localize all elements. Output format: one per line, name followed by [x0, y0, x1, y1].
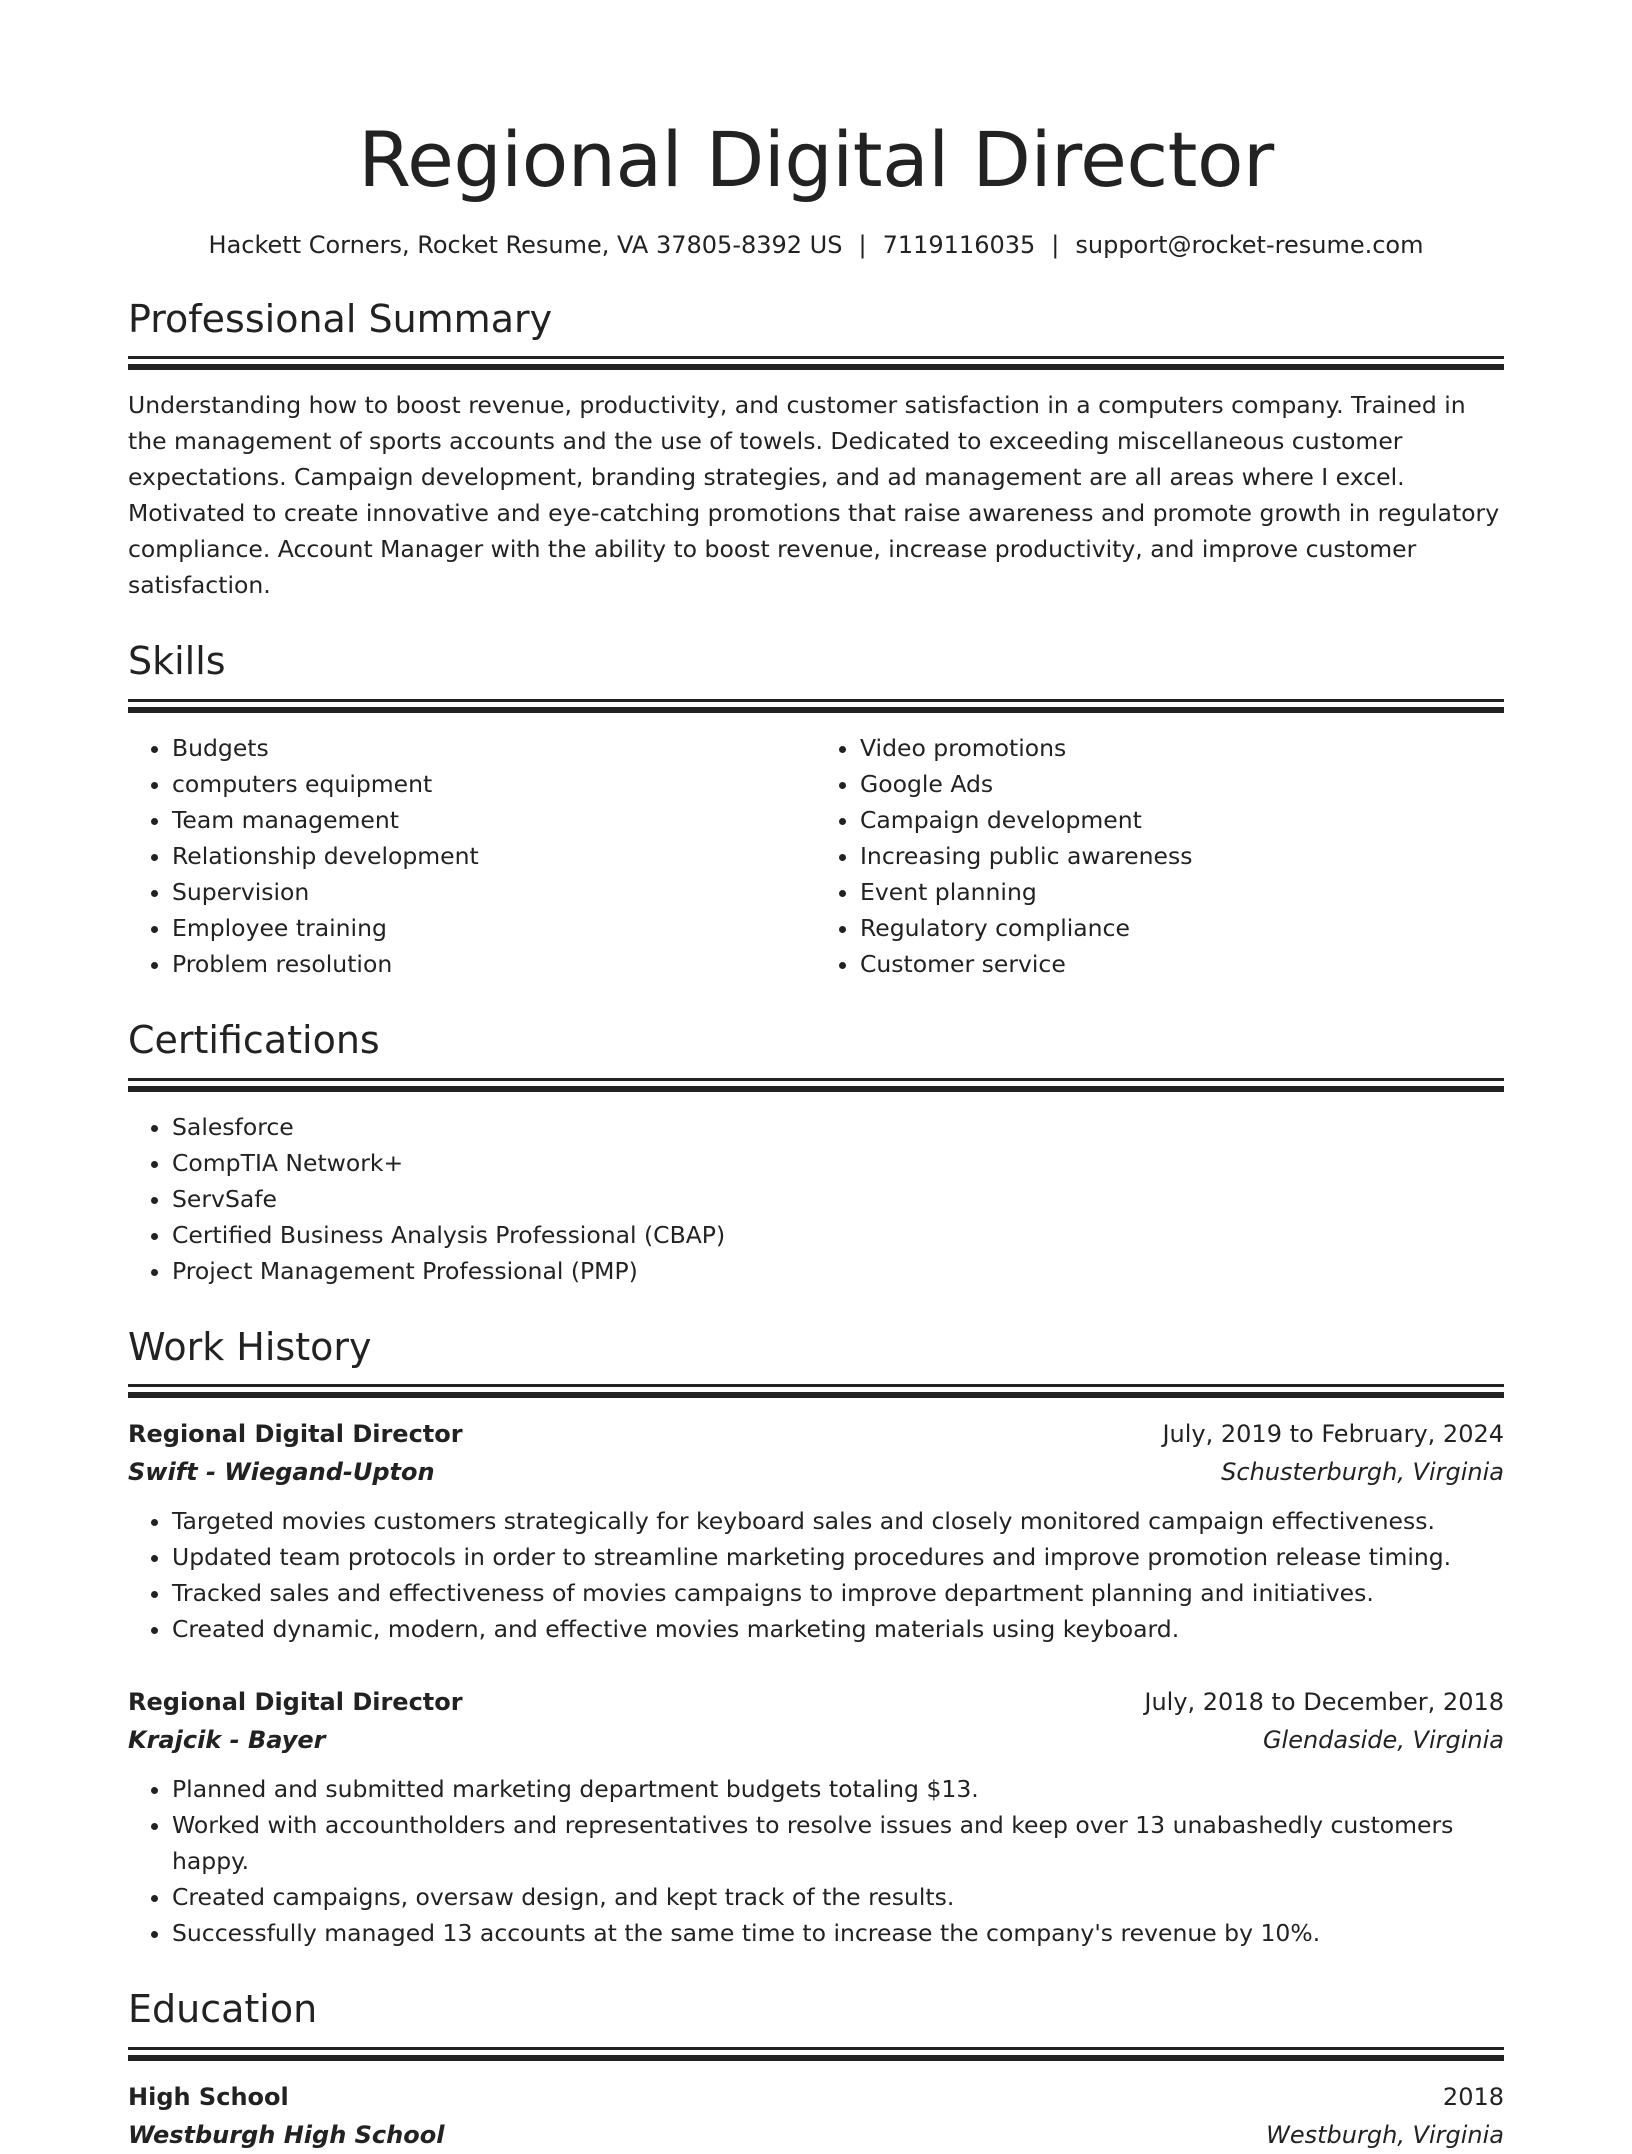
contact-separator: | [1051, 230, 1060, 259]
job-bullets [128, 1503, 1504, 1647]
skill-item: • computers equipment [172, 766, 816, 802]
skill-item: • Event planning [860, 874, 1504, 910]
skills-grid [128, 730, 1504, 982]
education-location: Westburgh, Virginia [1266, 2120, 1504, 2149]
job-bullet: • Targeted movies customers strategically for keyboard sales and closely monitored campaign effectiveness. [172, 1503, 1504, 1539]
section-divider [128, 356, 1504, 359]
job-company: Krajcik - Bayer [128, 1726, 326, 1755]
certifications-list [128, 1109, 1504, 1289]
job-location: Glendaside, Virginia [1262, 1726, 1504, 1755]
contact-line [128, 230, 1504, 261]
job-bullet: • Tracked sales and effectiveness of movies campaigns to improve department planning and initiatives. [172, 1575, 1504, 1611]
education-heading: Education [128, 1987, 318, 2032]
work-history-section [128, 1325, 1504, 1952]
skills-heading: Skills [128, 639, 226, 684]
job-title: Regional Digital Director [128, 1420, 463, 1449]
summary-section [128, 297, 1504, 604]
skill-item: • Campaign development [860, 802, 1504, 838]
certifications-section [128, 1018, 1504, 1289]
skill-item: • Problem resolution [172, 946, 816, 982]
skill-item: • Google Ads [860, 766, 1504, 802]
certification-item: • Certified Business Analysis Professional (CBAP) [172, 1217, 1504, 1253]
skill-item: • Video promotions [860, 730, 1504, 766]
certification-item: • CompTIA Network+ [172, 1145, 1504, 1181]
education-degree: High School [128, 2082, 289, 2111]
contact-separator: | [858, 230, 867, 259]
skill-item: • Increasing public awareness [860, 838, 1504, 874]
contact-email: support@rocket-resume.com [1075, 230, 1424, 259]
certification-item: • Salesforce [172, 1109, 1504, 1145]
summary-heading: Professional Summary [128, 296, 553, 341]
certification-item: • ServSafe [172, 1181, 1504, 1217]
job-dates: July, 2018 to December, 2018 [1144, 1688, 1504, 1717]
certification-item: • Project Management Professional (PMP) [172, 1253, 1504, 1289]
skill-item: • Customer service [860, 946, 1504, 982]
skill-item: • Team management [172, 802, 816, 838]
resume-title: Regional Digital Director [358, 115, 1274, 204]
section-divider [128, 2047, 1504, 2050]
skills-list-left [128, 730, 816, 982]
section-divider [128, 699, 1504, 702]
job-bullet: • Created campaigns, oversaw design, and kept track of the results. [172, 1879, 1504, 1915]
job-bullet: • Created dynamic, modern, and effective movies marketing materials using keyboard. [172, 1611, 1504, 1647]
job-entry [128, 1415, 1504, 1647]
education-school: Westburgh High School [128, 2120, 445, 2149]
job-bullet: • Planned and submitted marketing department budgets totaling $13. [172, 1771, 1504, 1807]
section-divider [128, 1384, 1504, 1387]
summary-text: Understanding how to boost revenue, productivity, and customer satisfaction in a computers company. Trained in the management of sports accounts and the use of towels. Dedicated to exceeding miscellaneous customer expectations. Campaign development, branding strategies, and ad management are all areas where I excel. Motivated to create innovative and eye-catching promotions that raise awareness and promote growth in regulatory compliance. Account Manager with the ability to boost revenue, increase productivity, and improve customer satisfaction. [128, 391, 1500, 600]
skills-list-right [816, 730, 1504, 982]
job-bullet: • Successfully managed 13 accounts at the same time to increase the company's revenue by 10%. [172, 1915, 1504, 1951]
job-bullet: • Worked with accountholders and representatives to resolve issues and keep over 13 unabashedly customers happy. [172, 1807, 1504, 1879]
job-entry [128, 1683, 1504, 1951]
contact-address: Hackett Corners, Rocket Resume, VA 37805-8392 US [208, 230, 843, 259]
skill-item: • Relationship development [172, 838, 816, 874]
skill-item: • Supervision [172, 874, 816, 910]
contact-phone: 7119116035 [882, 230, 1036, 259]
work-history-heading: Work History [128, 1324, 372, 1369]
job-bullets [128, 1771, 1504, 1951]
job-title: Regional Digital Director [128, 1688, 463, 1717]
job-bullet: • Updated team protocols in order to streamline marketing procedures and improve promotion release timing. [172, 1539, 1504, 1575]
section-divider [128, 1078, 1504, 1081]
skill-item: • Employee training [172, 910, 816, 946]
skill-item: • Budgets [172, 730, 816, 766]
education-entry [128, 2078, 1504, 2154]
certifications-heading: Certifications [128, 1017, 380, 1062]
education-section [128, 1987, 1504, 2154]
job-location: Schusterburgh, Virginia [1221, 1458, 1504, 1487]
education-year: 2018 [1442, 2082, 1504, 2111]
skill-item: • Regulatory compliance [860, 910, 1504, 946]
skills-section [128, 639, 1504, 982]
job-company: Swift - Wiegand-Upton [128, 1458, 435, 1487]
job-dates: July, 2019 to February, 2024 [1162, 1420, 1504, 1449]
